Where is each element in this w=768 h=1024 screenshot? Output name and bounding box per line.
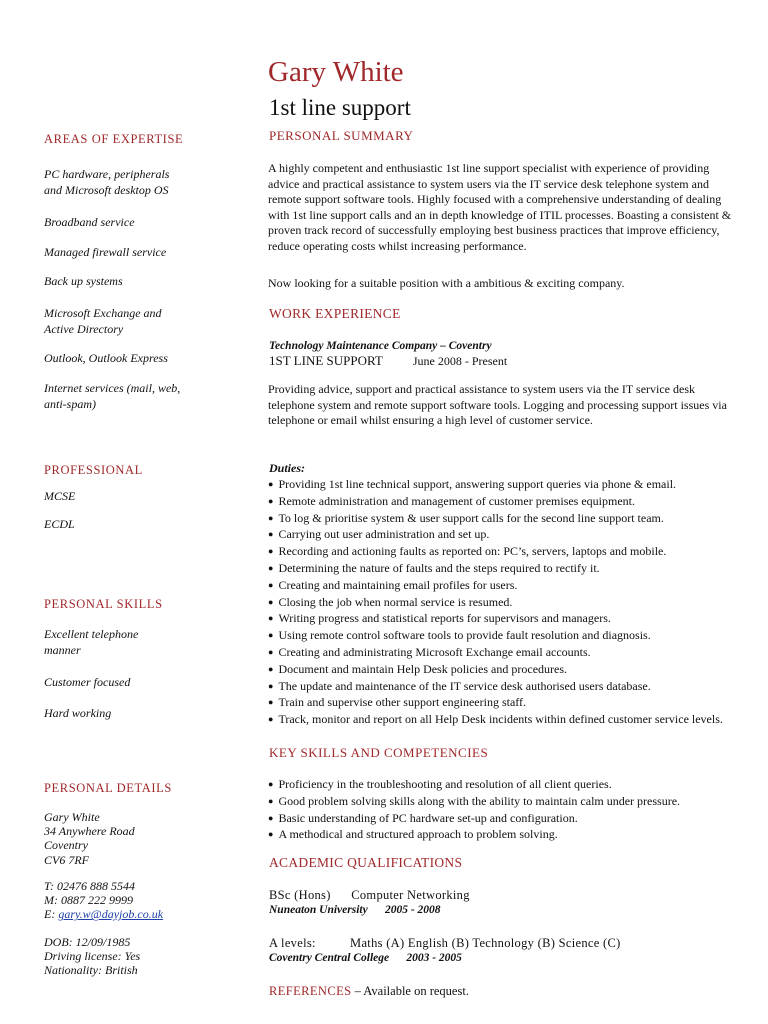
skill-item: manner bbox=[44, 643, 81, 657]
list-item: ● Creating and maintaining email profiles for users. bbox=[268, 577, 518, 592]
list-item: ● Providing 1st line technical support, answering support queries via phone & email. bbox=[268, 477, 677, 491]
experience-heading: WORK EXPERIENCE bbox=[269, 306, 401, 321]
bullet-icon: ● bbox=[268, 579, 274, 590]
bullet-icon: ● bbox=[268, 495, 274, 506]
references-text: – Available on request. bbox=[351, 984, 469, 998]
email-prefix: E: bbox=[44, 907, 59, 922]
degree-line: BSc (Hons) Computer Networking bbox=[269, 888, 470, 902]
expertise-item: Microsoft Exchange and bbox=[44, 306, 162, 320]
summary-text: A highly competent and enthusiastic 1st line support specialist with experience of providing advice and practical assistance to system users via the IT service desk telephone system and remote support software tools. Highly focused with a comprehensive understanding of dealing with 1st line support calls and an in depth knowledge of ITIL processes. Boasting a consistent & proven track record of successfully employing best business practices that improve efficiency, reduce operating costs whilst increasing performance. bbox=[268, 161, 732, 253]
bullet-icon: ● bbox=[268, 512, 274, 523]
bullet-icon: ● bbox=[268, 714, 274, 725]
expertise-item: Managed firewall service bbox=[44, 245, 167, 259]
contact-block bbox=[44, 810, 135, 867]
alevel-institution: Coventry Central College 2003 - 2005 bbox=[269, 952, 462, 964]
key-skills-list bbox=[268, 777, 738, 844]
bullet-icon: ● bbox=[268, 697, 274, 708]
expertise-item: Outlook, Outlook Express bbox=[44, 351, 168, 365]
job-description: Providing advice, support and practical assistance to system users via the IT service desk telephone system and remote support software tools. Logging and processing support issues via telephone or email whilst ensuring a high level of customer service. bbox=[268, 382, 727, 428]
list-item: ● Proficiency in the troubleshooting and resolution of all client queries. bbox=[268, 777, 612, 791]
list-item: ● Remote administration and management of customer premises equipment. bbox=[268, 493, 636, 508]
academic-heading: ACADEMIC QUALIFICATIONS bbox=[269, 855, 463, 870]
contact-personal bbox=[44, 935, 140, 978]
list-item: ● A methodical and structured approach to problem solving. bbox=[268, 827, 558, 842]
expertise-item: Internet services (mail, web, bbox=[44, 381, 181, 395]
skill-item: Excellent telephone bbox=[44, 627, 139, 641]
expertise-item: Back up systems bbox=[44, 274, 123, 288]
list-item: ● To log & prioritise system & user support calls for the second line support team. bbox=[268, 510, 664, 525]
bullet-icon: ● bbox=[268, 646, 274, 657]
job-title: 1ST LINE SUPPORT bbox=[269, 353, 383, 368]
bullet-icon: ● bbox=[268, 596, 274, 607]
bullet-icon: ● bbox=[268, 529, 274, 540]
bullet-icon: ● bbox=[268, 613, 274, 624]
list-item: ● The update and maintenance of the IT service desk authorised users database. bbox=[268, 678, 651, 693]
contact-name: Gary White bbox=[44, 810, 100, 824]
professional-item: MCSE bbox=[44, 489, 76, 503]
list-item: ● Track, monitor and report on all Help Desk incidents within defined customer service levels. bbox=[268, 712, 723, 727]
summary-heading: PERSONAL SUMMARY bbox=[269, 128, 414, 143]
alevel-line: A levels: Maths (A) English (B) Technology (B) Science (C) bbox=[269, 936, 621, 950]
job-row bbox=[269, 353, 507, 369]
professional-heading: PROFESSIONAL bbox=[44, 463, 143, 477]
list-item: ● Using remote control software tools to provide fault resolution and diagnosis. bbox=[268, 628, 651, 643]
references-row bbox=[269, 984, 469, 999]
job-dates: June 2008 - Present bbox=[412, 354, 508, 368]
details-heading: PERSONAL DETAILS bbox=[44, 781, 172, 795]
email-link[interactable]: gary.w@dayjob.co.uk bbox=[58, 907, 164, 922]
contact-numbers bbox=[44, 879, 163, 922]
bullet-icon: ● bbox=[268, 829, 274, 840]
expertise-item: anti-spam) bbox=[44, 397, 96, 411]
bullet-icon: ● bbox=[268, 779, 274, 789]
contact-address: 34 Anywhere Road bbox=[44, 824, 135, 839]
duties-list bbox=[268, 477, 738, 729]
list-item: ● Creating and administrating Microsoft Exchange email accounts. bbox=[268, 644, 591, 659]
bullet-icon: ● bbox=[268, 546, 274, 557]
list-item: ● Writing progress and statistical reports for supervisors and managers. bbox=[268, 611, 611, 626]
summary-looking: Now looking for a suitable position with a ambitious & exciting company. bbox=[268, 276, 625, 290]
contact-nationality: Nationality: British bbox=[44, 963, 138, 978]
list-item: ● Document and maintain Help Desk policies and procedures. bbox=[268, 661, 568, 676]
list-item: ● Good problem solving skills along with the ability to maintain calm under pressure. bbox=[268, 793, 681, 808]
list-item: ● Closing the job when normal service is resumed. bbox=[268, 594, 513, 609]
expertise-item: PC hardware, peripherals bbox=[44, 167, 170, 181]
references-heading: REFERENCES bbox=[269, 984, 352, 998]
skill-item: Customer focused bbox=[44, 675, 131, 689]
contact-email-row bbox=[44, 907, 163, 921]
list-item: ● Determining the nature of faults and the steps required to rectify it. bbox=[268, 560, 600, 575]
degree-institution: Nuneaton University 2005 - 2008 bbox=[269, 904, 441, 916]
bullet-icon: ● bbox=[268, 479, 274, 489]
contact-city: Coventry bbox=[44, 838, 88, 853]
bullet-icon: ● bbox=[268, 630, 274, 641]
bullet-icon: ● bbox=[268, 663, 274, 674]
list-item: ● Basic understanding of PC hardware set-up and configuration. bbox=[268, 810, 578, 825]
expertise-heading: AREAS OF EXPERTISE bbox=[44, 132, 184, 146]
expertise-item: Active Directory bbox=[44, 322, 124, 336]
expertise-item: and Microsoft desktop OS bbox=[44, 183, 169, 197]
list-item: ● Carrying out user administration and set up. bbox=[268, 527, 490, 542]
bullet-icon: ● bbox=[268, 795, 274, 806]
bullet-icon: ● bbox=[268, 680, 274, 691]
contact-license: Driving license: Yes bbox=[44, 949, 141, 964]
contact-telephone: T: 02476 888 5544 bbox=[44, 879, 136, 893]
bullet-icon: ● bbox=[268, 562, 274, 573]
key-skills-heading: KEY SKILLS AND COMPETENCIES bbox=[269, 745, 489, 760]
expertise-item: Broadband service bbox=[44, 215, 135, 229]
list-item: ● Recording and actioning faults as reported on: PC’s, servers, laptops and mobile. bbox=[268, 544, 667, 559]
company-name: Technology Maintenance Company – Coventry bbox=[269, 340, 492, 352]
skills-heading: PERSONAL SKILLS bbox=[44, 597, 163, 611]
list-item: ● Train and supervise other support engineering staff. bbox=[268, 695, 527, 710]
contact-mobile: M: 0887 222 9999 bbox=[44, 893, 133, 908]
candidate-role: 1st line support bbox=[269, 95, 411, 120]
skill-item: Hard working bbox=[44, 706, 112, 720]
contact-dob: DOB: 12/09/1985 bbox=[44, 935, 131, 949]
contact-postcode: CV6 7RF bbox=[44, 852, 89, 867]
candidate-name: Gary White bbox=[268, 56, 404, 88]
bullet-icon: ● bbox=[268, 812, 274, 823]
professional-item: ECDL bbox=[44, 517, 75, 531]
duties-label: Duties: bbox=[269, 461, 305, 475]
